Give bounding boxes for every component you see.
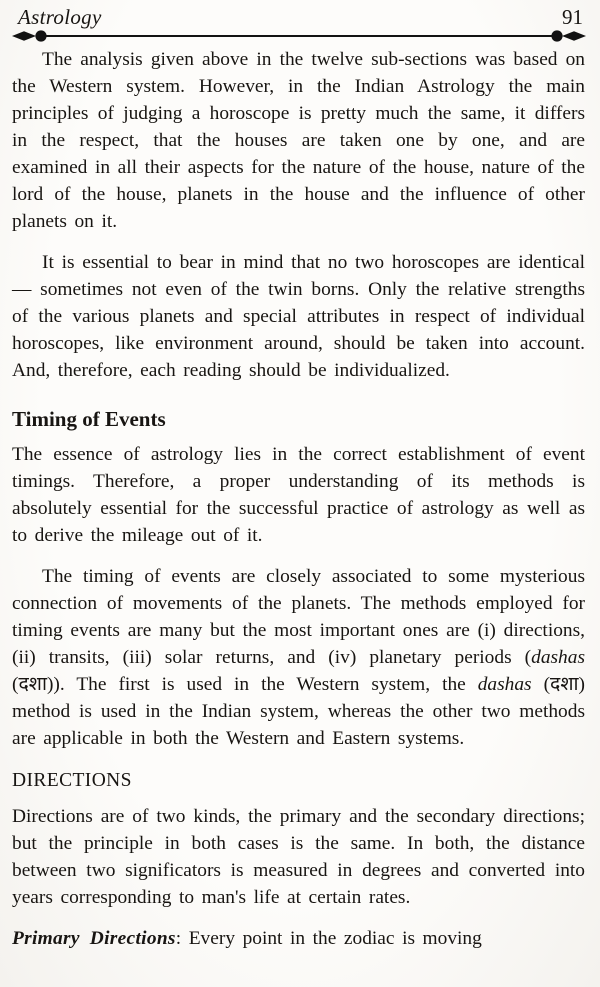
bold-italic-lead: Primary Directions <box>12 928 176 949</box>
divider-left-ornament-icon <box>11 29 48 43</box>
paragraph-essence: The essence of astrology lies in the correct establishment of event timings. Therefore, a proper understanding of its methods is absolutely essential for the successful practice of astrology as well as to derive the mileage out of it. <box>12 444 585 546</box>
heading-timing-of-events: Timing of Events <box>12 407 166 431</box>
divider-right-ornament-icon <box>550 29 587 43</box>
heading-directions: DIRECTIONS <box>12 770 132 791</box>
page-body <box>11 46 587 952</box>
decorative-divider <box>11 29 587 42</box>
paragraph-analysis: The analysis given above in the twelve sub-sections was based on the Western system. However, in the Indian Astrology the main principles of judging a horoscope is pretty much the same, it differs in the respect, that the houses are taken one by one, and are examined in all their aspects for the nature of the house, nature of the lord of the house, planets in the house and the influence of other planets on it. <box>12 49 585 232</box>
paragraph-segment: The timing of events are closely associated to some mysterious connection of movements of the planets. The methods employed for timing events are many but the most important ones are (i) directions, (ii) transits, (iii) solar returns, and (iv) planetary periods ( <box>12 566 585 668</box>
paragraph-segment: : Every point in the zodiac is moving <box>175 928 482 949</box>
paragraph-essential: It is essential to bear in mind that no two horoscopes are identical — sometimes not even of the twin borns. Only the relative strengths of the various planets and special attributes in respect of individual horoscopes, like environment around, should be taken into account. And, therefore, each reading should be individualized. <box>12 252 585 381</box>
page-title: Astrology <box>18 5 102 29</box>
paragraph-timing-methods <box>12 563 585 752</box>
page-number: 91 <box>562 5 583 29</box>
paragraph-segment: (दशा) method is used in the Indian system, whereas the other two methods are applicable in both the Western and Eastern systems. <box>12 674 585 749</box>
running-header <box>11 5 587 29</box>
paragraph-directions-kinds: Directions are of two kinds, the primary and the secondary directions; but the principle in both cases is the same. In both, the distance between two significators is measured in degrees and converted into years corresponding to man's life at certain rates. <box>12 806 585 908</box>
divider-line <box>46 35 552 37</box>
paragraph-primary-directions <box>12 925 585 952</box>
italic-term-dashas: dashas <box>477 674 532 695</box>
italic-term-dashas: dashas <box>531 647 585 668</box>
paragraph-segment: (दशा)). The first is used in the Western system, the <box>12 674 478 695</box>
